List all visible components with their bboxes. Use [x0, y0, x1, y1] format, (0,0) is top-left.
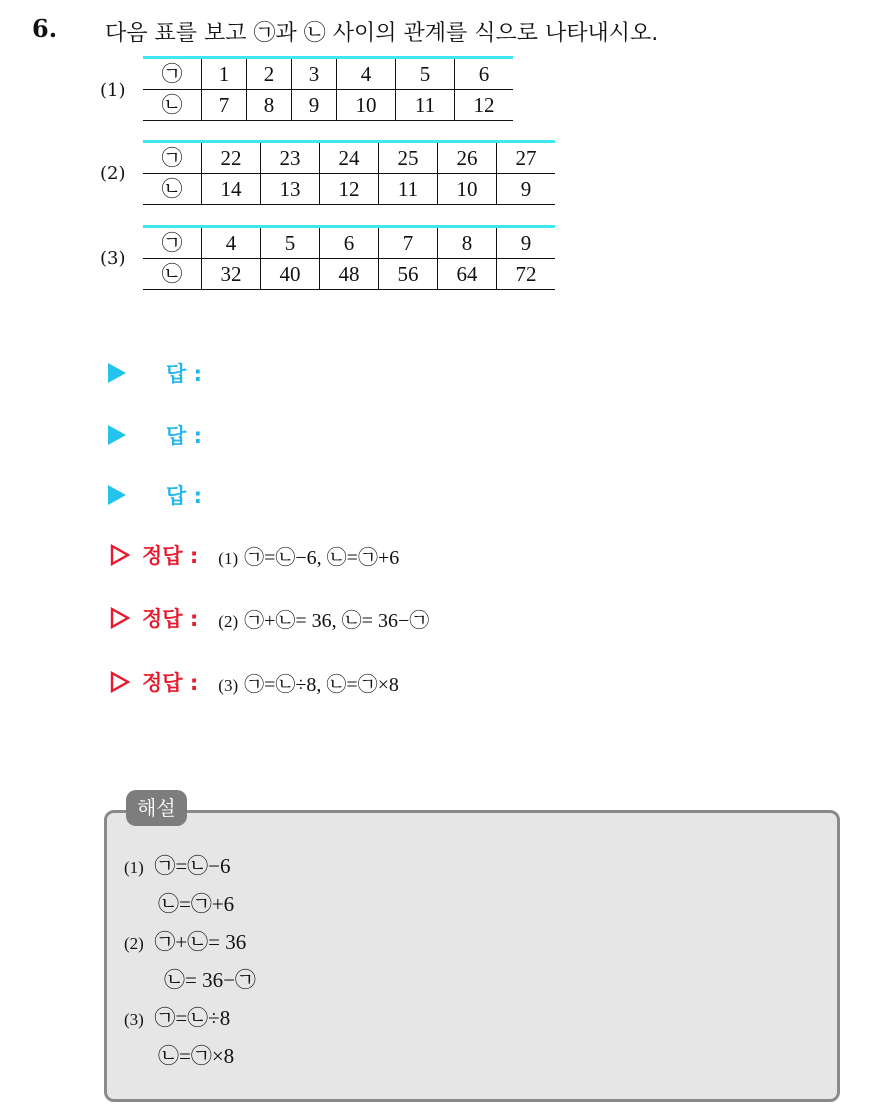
question-number: 6. — [32, 14, 58, 43]
triangle-right-icon — [108, 485, 126, 505]
table-2-label: (2) — [100, 163, 126, 184]
table-cell: 32 — [202, 259, 261, 290]
table-cell: 23 — [261, 142, 320, 174]
table-cell: 2 — [247, 58, 292, 90]
triangle-outline-icon — [110, 671, 130, 693]
triangle-right-icon — [108, 363, 126, 383]
table-cell: 7 — [379, 227, 438, 259]
table-2 — [143, 140, 555, 205]
table-row — [143, 90, 513, 121]
answer-label: 답 : — [166, 424, 202, 448]
table-cell: 40 — [261, 259, 320, 290]
table-cell: 8 — [438, 227, 497, 259]
explanation-line: ㉡=㉠+6 — [158, 892, 235, 916]
answer-row-1 — [108, 358, 202, 388]
answer-label: 답 : — [166, 484, 202, 508]
table-cell: 22 — [202, 142, 261, 174]
table-cell: 64 — [438, 259, 497, 290]
table-1-label: (1) — [100, 80, 126, 101]
correct-row-1 — [110, 540, 399, 570]
table-cell: 5 — [396, 58, 455, 90]
correct-value: (1) ㉠=㉡−6, ㉡=㉠+6 — [218, 546, 400, 569]
table-cell: 6 — [455, 58, 514, 90]
answer-label: 답 : — [166, 362, 202, 386]
table-cell: 12 — [320, 174, 379, 205]
table-cell: 1 — [202, 58, 247, 90]
table-cell: 5 — [261, 227, 320, 259]
table-cell: 8 — [247, 90, 292, 121]
correct-label: 정답 : — [142, 544, 199, 568]
table-cell: 9 — [292, 90, 337, 121]
question-text: 다음 표를 보고 ㉠과 ㉡ 사이의 관계를 식으로 나타내시오. — [105, 21, 659, 46]
correct-label: 정답 : — [142, 671, 199, 695]
table-cell: 26 — [438, 142, 497, 174]
answer-row-3 — [108, 480, 202, 510]
table-cell: 24 — [320, 142, 379, 174]
table-3-label: (3) — [100, 248, 126, 269]
table-cell: 3 — [292, 58, 337, 90]
table-cell: 25 — [379, 142, 438, 174]
table-header-b: ㉡ — [161, 262, 183, 286]
table-row — [143, 142, 555, 174]
table-cell: 72 — [497, 259, 556, 290]
table-cell: 11 — [379, 174, 438, 205]
table-header-a: ㉠ — [143, 58, 202, 90]
table-row — [143, 259, 555, 290]
table-1 — [143, 56, 513, 121]
table-header-a: ㉠ — [143, 227, 202, 259]
explanation-line: (1) ㉠=㉡−6 — [124, 854, 231, 878]
table-cell: 27 — [497, 142, 556, 174]
table-cell: 56 — [379, 259, 438, 290]
explanation-title: 해설 — [126, 790, 187, 826]
table-cell: 11 — [396, 90, 455, 121]
table-cell: 7 — [202, 90, 247, 121]
correct-row-2 — [110, 603, 429, 633]
table-cell: 10 — [337, 90, 396, 121]
triangle-right-icon — [108, 425, 126, 445]
triangle-outline-icon — [110, 544, 130, 566]
answer-row-2 — [108, 420, 202, 450]
triangle-outline-icon — [110, 607, 130, 629]
table-header-a: ㉠ — [143, 142, 202, 174]
table-header-b: ㉡ — [161, 177, 183, 201]
table-3 — [143, 225, 555, 290]
table-header-b: ㉡ — [161, 93, 183, 117]
table-cell: 12 — [455, 90, 514, 121]
table-cell: 4 — [202, 227, 261, 259]
table-cell: 6 — [320, 227, 379, 259]
correct-value: (2) ㉠+㉡= 36, ㉡= 36−㉠ — [218, 609, 430, 632]
correct-row-3 — [110, 667, 399, 697]
table-cell: 4 — [337, 58, 396, 90]
explanation-line: ㉡= 36−㉠ — [164, 968, 256, 992]
correct-label: 정답 : — [142, 607, 199, 631]
table-cell: 14 — [202, 174, 261, 205]
correct-value: (3) ㉠=㉡÷8, ㉡=㉠×8 — [218, 673, 399, 696]
table-cell: 48 — [320, 259, 379, 290]
table-cell: 13 — [261, 174, 320, 205]
table-cell: 9 — [497, 174, 556, 205]
explanation-line: (3) ㉠=㉡÷8 — [124, 1006, 231, 1030]
table-row — [143, 58, 513, 90]
table-cell: 10 — [438, 174, 497, 205]
table-row — [143, 174, 555, 205]
explanation-line: ㉡=㉠×8 — [158, 1044, 235, 1068]
table-row — [143, 227, 555, 259]
table-cell: 9 — [497, 227, 556, 259]
explanation-line: (2) ㉠+㉡= 36 — [124, 930, 247, 954]
